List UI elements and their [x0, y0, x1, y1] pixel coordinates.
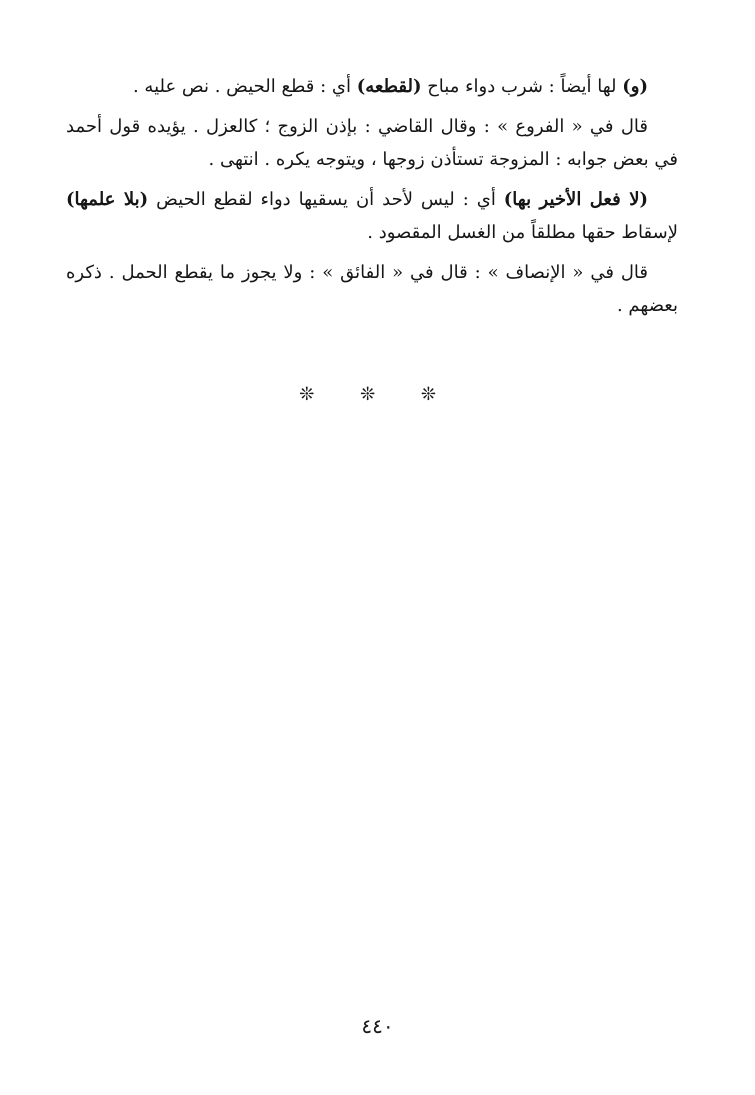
paragraph-1-bold-term: (لقطعه)	[356, 76, 422, 97]
paragraph-2: قال في « الفروع » : وقال القاضي : بإذن الزوج ؛ كالعزل . يؤيده قول أحمد في بعض جوابه : المزوجة تستأذن زوجها ، ويتوجه يكره . انتهى .	[66, 116, 678, 170]
section-ornament: ❊ ❊ ❊	[299, 384, 456, 405]
paragraph-3-text-a: أي : ليس لأحد أن يسقيها دواء لقطع الحيض	[148, 189, 504, 210]
paragraph-1-text-a: لها أيضاً : شرب دواء مباح	[421, 76, 623, 97]
paragraph-1-lead: (و)	[622, 76, 648, 97]
paragraph-3-text-b: لإسقاط حقها مطلقاً من الغسل المقصود .	[367, 222, 678, 243]
paragraph-3-lead: (لا فعل الأخير بها)	[503, 189, 648, 210]
page-body-text	[66, 70, 678, 329]
page-number: ٤٤٠	[361, 1014, 394, 1038]
paragraph-4: قال في « الإنصاف » : قال في « الفائق » : ولا يجوز ما يقطع الحمل . ذكره بعضهم .	[66, 262, 678, 316]
paragraph-1	[66, 70, 678, 103]
paragraph-3-bold-term: (بلا علمها)	[66, 189, 149, 210]
paragraph-3	[66, 183, 678, 249]
paragraph-1-text-b: أي : قطع الحيض . نص عليه .	[132, 76, 357, 97]
